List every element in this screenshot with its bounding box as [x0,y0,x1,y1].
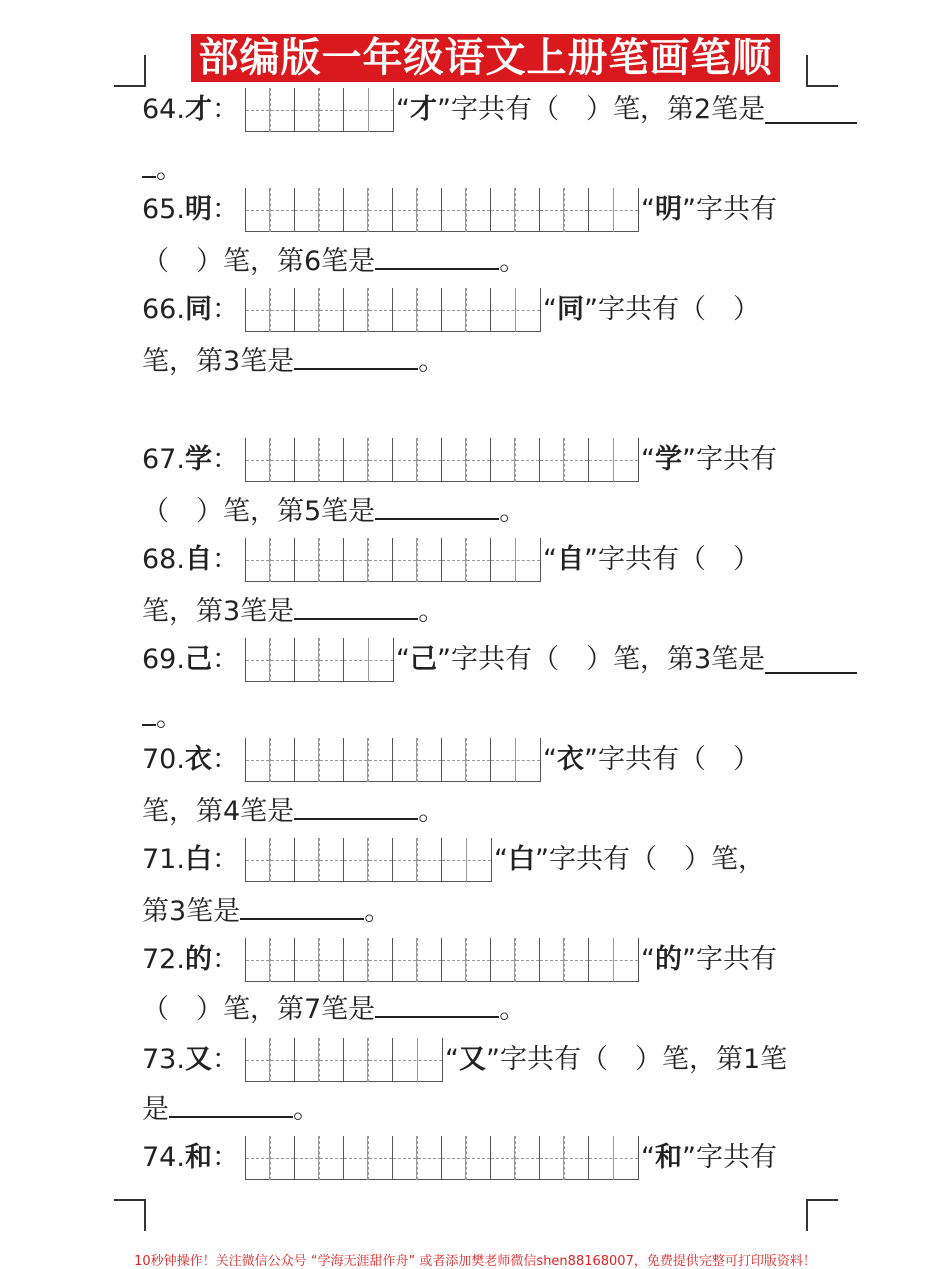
stroke-grid[interactable] [245,1038,443,1082]
grid-cell[interactable] [246,188,295,232]
question-68-cont: 笔，第3笔是 。 [142,592,445,630]
grid-cell[interactable] [295,638,344,682]
grid-cell[interactable] [246,538,295,582]
answer-blank[interactable] [240,892,364,920]
grid-cell[interactable] [442,288,491,332]
grid-cell[interactable] [491,538,540,582]
grid-cell[interactable] [246,288,295,332]
grid-cell[interactable] [491,288,540,332]
answer-blank[interactable] [765,646,857,674]
question-65-cont: （ ）笔，第6笔是 。 [142,242,526,280]
grid-cell[interactable] [589,1136,638,1180]
grid-cell[interactable] [491,738,540,782]
grid-cell[interactable] [246,1136,295,1180]
grid-cell[interactable] [491,1136,540,1180]
grid-cell[interactable] [344,1038,393,1082]
grid-cell[interactable] [344,1136,393,1180]
grid-cell[interactable] [442,1136,491,1180]
question-64-cont: 。 [142,150,183,188]
grid-cell[interactable] [540,438,589,482]
question-73: 73. 又 ： “ 又 ” 字共有（ ）笔，第1笔 [142,1038,787,1082]
grid-cell[interactable] [246,88,295,132]
stroke-grid[interactable] [245,1136,639,1180]
answer-blank[interactable] [375,242,499,270]
answer-blank[interactable] [375,492,499,520]
grid-cell[interactable] [589,438,638,482]
grid-cell[interactable] [393,438,442,482]
answer-blank[interactable] [294,792,418,820]
grid-cell[interactable] [246,938,295,982]
grid-cell[interactable] [442,738,491,782]
question-66-cont: 笔，第3笔是 。 [142,342,445,380]
grid-cell[interactable] [295,938,344,982]
question-72: 72. 的 ： “ 的 ” 字共有 [142,938,777,982]
answer-blank[interactable] [294,342,418,370]
grid-cell[interactable] [589,188,638,232]
stroke-grid[interactable] [245,88,394,132]
grid-cell[interactable] [344,288,393,332]
question-67: 67. 学 ： “ 学 ” 字共有 [142,438,777,482]
grid-cell[interactable] [295,738,344,782]
grid-cell[interactable] [442,538,491,582]
footer-notice: 10秒钟操作！关注微信公众号 “学海无涯甜作舟” 或者添加樊老师微信shen88168007，免费提供完整可打印版资料！ [134,1254,816,1269]
grid-cell[interactable] [344,638,393,682]
stroke-grid[interactable] [245,288,541,332]
stroke-grid[interactable] [245,638,394,682]
grid-cell[interactable] [344,188,393,232]
grid-cell[interactable] [540,188,589,232]
crop-mark-bottom-right [806,1199,838,1231]
grid-cell[interactable] [393,1136,442,1180]
answer-blank[interactable] [142,698,156,726]
question-67-cont: （ ）笔，第5笔是 。 [142,492,526,530]
stroke-grid[interactable] [245,738,541,782]
question-66: 66. 同 ： “ 同 ” 字共有（ ） [142,288,760,332]
grid-cell[interactable] [393,738,442,782]
stroke-grid[interactable] [245,188,639,232]
question-68: 68. 自 ： “ 自 ” 字共有（ ） [142,538,760,582]
grid-cell[interactable] [491,938,540,982]
grid-cell[interactable] [442,438,491,482]
grid-cell[interactable] [344,538,393,582]
question-64: 64. 才 ： “ 才 ” 字共有（ ）笔，第2笔是 [142,88,857,132]
grid-cell[interactable] [295,438,344,482]
grid-cell[interactable] [442,188,491,232]
grid-cell[interactable] [491,438,540,482]
grid-cell[interactable] [393,1038,442,1082]
question-65: 65. 明 ： “ 明 ” 字共有 [142,188,777,232]
grid-cell[interactable] [295,1038,344,1082]
grid-cell[interactable] [540,1136,589,1180]
grid-cell[interactable] [344,838,393,882]
grid-cell[interactable] [246,738,295,782]
grid-cell[interactable] [393,188,442,232]
stroke-grid[interactable] [245,838,492,882]
grid-cell[interactable] [393,838,442,882]
question-69: 69. 己 ： “ 己 ” 字共有（ ）笔，第3笔是 [142,638,857,682]
stroke-grid[interactable] [245,538,541,582]
stroke-grid[interactable] [245,938,639,982]
page-title: 部编版一年级语文上册笔画笔顺 [191,34,780,82]
grid-cell[interactable] [246,838,295,882]
grid-cell[interactable] [295,188,344,232]
question-72-cont: （ ）笔，第7笔是 。 [142,990,526,1028]
grid-cell[interactable] [295,538,344,582]
question-69-cont: 。 [142,698,183,736]
question-71: 71. 白 ： “ 白 ” 字共有（ ）笔， [142,838,765,882]
grid-cell[interactable] [295,88,344,132]
answer-blank[interactable] [294,592,418,620]
grid-cell[interactable] [246,638,295,682]
crop-mark-top-right [806,55,838,87]
answer-blank[interactable] [142,150,156,178]
crop-mark-bottom-left [114,1199,146,1231]
grid-cell[interactable] [540,938,589,982]
stroke-grid[interactable] [245,438,639,482]
grid-cell[interactable] [295,288,344,332]
grid-cell[interactable] [295,1136,344,1180]
grid-cell[interactable] [589,938,638,982]
answer-blank[interactable] [375,990,499,1018]
question-70: 70. 衣 ： “ 衣 ” 字共有（ ） [142,738,760,782]
question-71-cont: 第3笔是 。 [142,892,391,930]
grid-cell[interactable] [344,938,393,982]
grid-cell[interactable] [442,938,491,982]
grid-cell[interactable] [393,938,442,982]
grid-cell[interactable] [344,738,393,782]
answer-blank[interactable] [765,96,857,124]
grid-cell[interactable] [442,838,491,882]
grid-cell[interactable] [393,538,442,582]
grid-cell[interactable] [344,88,393,132]
grid-cell[interactable] [344,438,393,482]
crop-mark-top-left [114,55,146,87]
grid-cell[interactable] [393,288,442,332]
answer-blank[interactable] [169,1090,293,1118]
grid-cell[interactable] [295,838,344,882]
question-70-cont: 笔，第4笔是 。 [142,792,445,830]
grid-cell[interactable] [246,1038,295,1082]
question-74: 74. 和 ： “ 和 ” 字共有 [142,1136,777,1180]
grid-cell[interactable] [491,188,540,232]
question-73-cont: 是 。 [142,1090,320,1128]
grid-cell[interactable] [246,438,295,482]
